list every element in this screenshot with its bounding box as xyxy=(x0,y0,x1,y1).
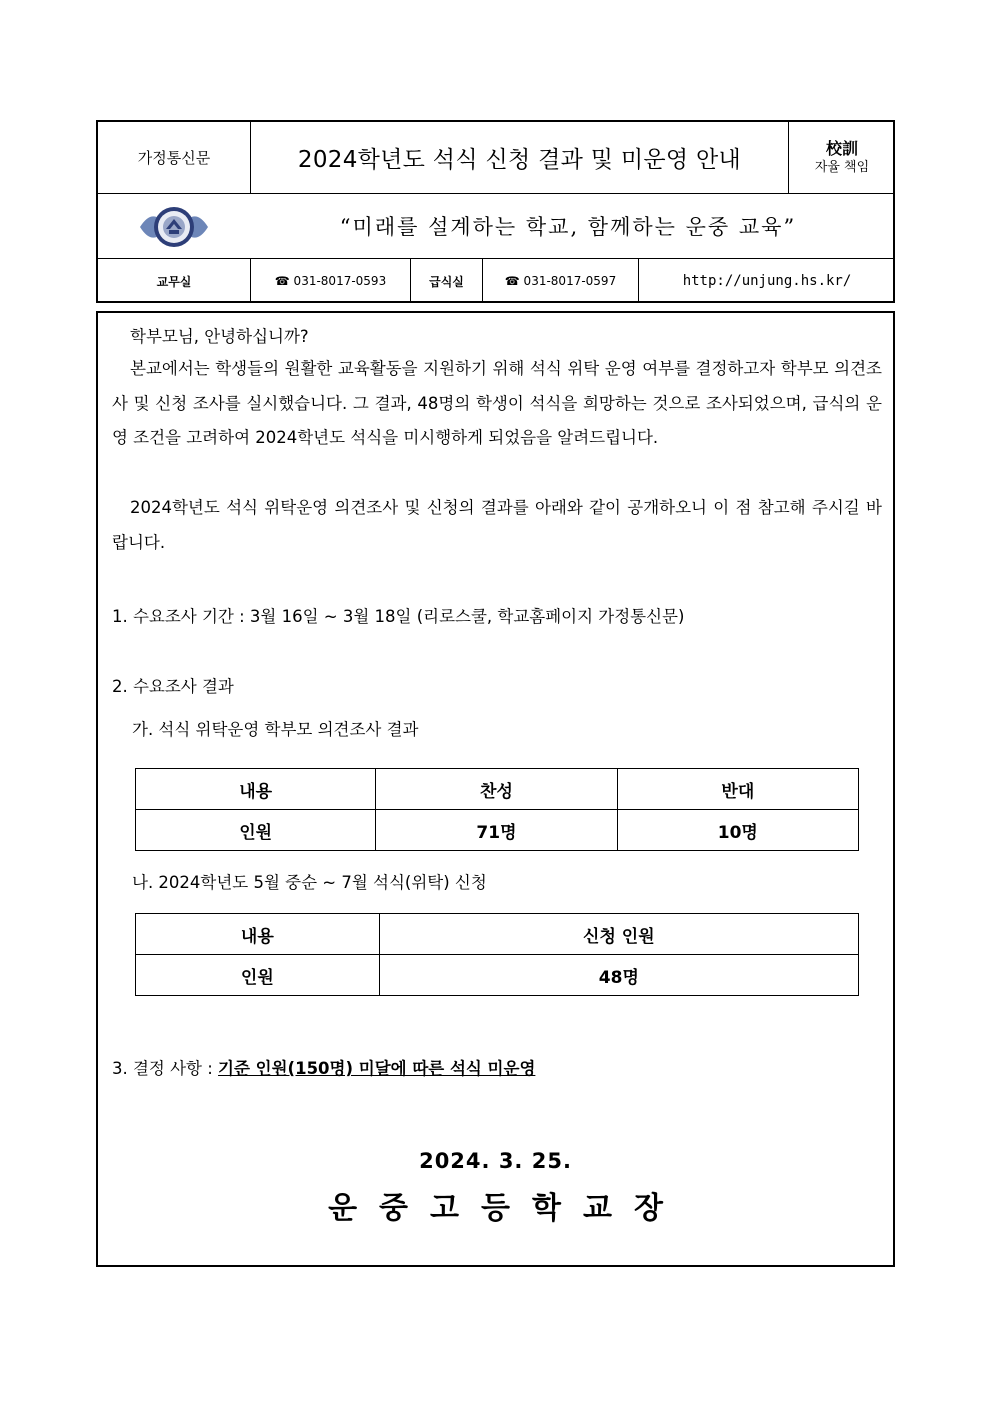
school-motto xyxy=(789,122,895,193)
issue-date: 2024. 3. 25. xyxy=(419,1149,572,1173)
table-header: 신청 인원 xyxy=(379,914,858,955)
office-phone: ☎ 031-8017-0593 xyxy=(274,274,387,288)
newsletter-header xyxy=(96,120,895,303)
motto-heading: 校訓 xyxy=(825,138,858,158)
school-website-link[interactable]: http://unjung.hs.kr/ xyxy=(682,273,852,289)
notice-body xyxy=(96,311,895,1267)
table-header: 찬성 xyxy=(376,769,617,810)
table-cell: 인원 xyxy=(136,810,376,851)
table-cell: 48명 xyxy=(379,955,858,996)
decision-line xyxy=(112,1055,535,1079)
decision-text: 기준 인원(150명) 미달에 따른 석식 미운영 xyxy=(218,1059,536,1078)
greeting: 학부모님, 안녕하십니까? xyxy=(130,327,309,346)
table-header: 내용 xyxy=(136,914,380,955)
cafeteria-label: 급식실 xyxy=(429,274,464,289)
survey-results-heading: 2. 수요조사 결과 xyxy=(112,677,234,696)
principal-signature: 운중고등학교장 xyxy=(328,1191,685,1226)
application-table xyxy=(135,913,859,996)
page-title: 2024학년도 석식 신청 결과 및 미운영 안내 xyxy=(297,147,742,173)
office-label: 교무실 xyxy=(156,274,192,289)
disclosure-paragraph: 2024학년도 석식 위탁운영 의견조사 및 신청의 결과를 아래와 같이 공개하오니 이 점 참고해 주시길 바랍니다. xyxy=(112,498,882,552)
survey-period: 1. 수요조사 기간 : 3월 16일 ~ 3월 18일 (리로스쿨, 학교홈페이지 가정통신문) xyxy=(112,607,685,626)
newsletter-category: 가정통신문 xyxy=(137,149,211,167)
issue-date-wrapper xyxy=(98,1149,893,1173)
motto-text: 자율 책임 xyxy=(814,159,870,175)
opinion-survey-table xyxy=(135,768,859,851)
table-row xyxy=(136,955,859,996)
table-cell: 10명 xyxy=(617,810,858,851)
decision-label: 3. 결정 사항 : xyxy=(112,1059,219,1078)
table-cell: 71명 xyxy=(376,810,617,851)
main-paragraph: 본교에서는 학생들의 원활한 교육활동을 지원하기 위해 석식 위탁 운영 여부를 결정하고자 학부모 의견조사 및 신청 조사를 실시했습니다. 그 결과, 48명의 학생이 석식을 희망하는 것으로 조사되었으며, 급식의 운영 조건을 고려하여 2024학년도 석식을 미시행하게 되었음을 알려드립니다. xyxy=(112,359,882,447)
signature-wrapper xyxy=(109,1183,904,1227)
school-emblem-icon xyxy=(136,205,212,253)
table-cell: 인원 xyxy=(136,955,380,996)
table-row xyxy=(136,810,859,851)
application-heading: 나. 2024학년도 5월 중순 ~ 7월 석식(위탁) 신청 xyxy=(132,873,487,892)
table-row xyxy=(136,914,859,955)
table-header: 반대 xyxy=(617,769,858,810)
table-row xyxy=(136,769,859,810)
opinion-survey-heading: 가. 석식 위탁운영 학부모 의견조사 결과 xyxy=(132,720,419,739)
cafeteria-phone: ☎ 031-8017-0597 xyxy=(504,274,617,288)
table-header: 내용 xyxy=(136,769,376,810)
school-slogan: “미래를 설계하는 학교, 함께하는 운중 교육” xyxy=(339,215,797,239)
